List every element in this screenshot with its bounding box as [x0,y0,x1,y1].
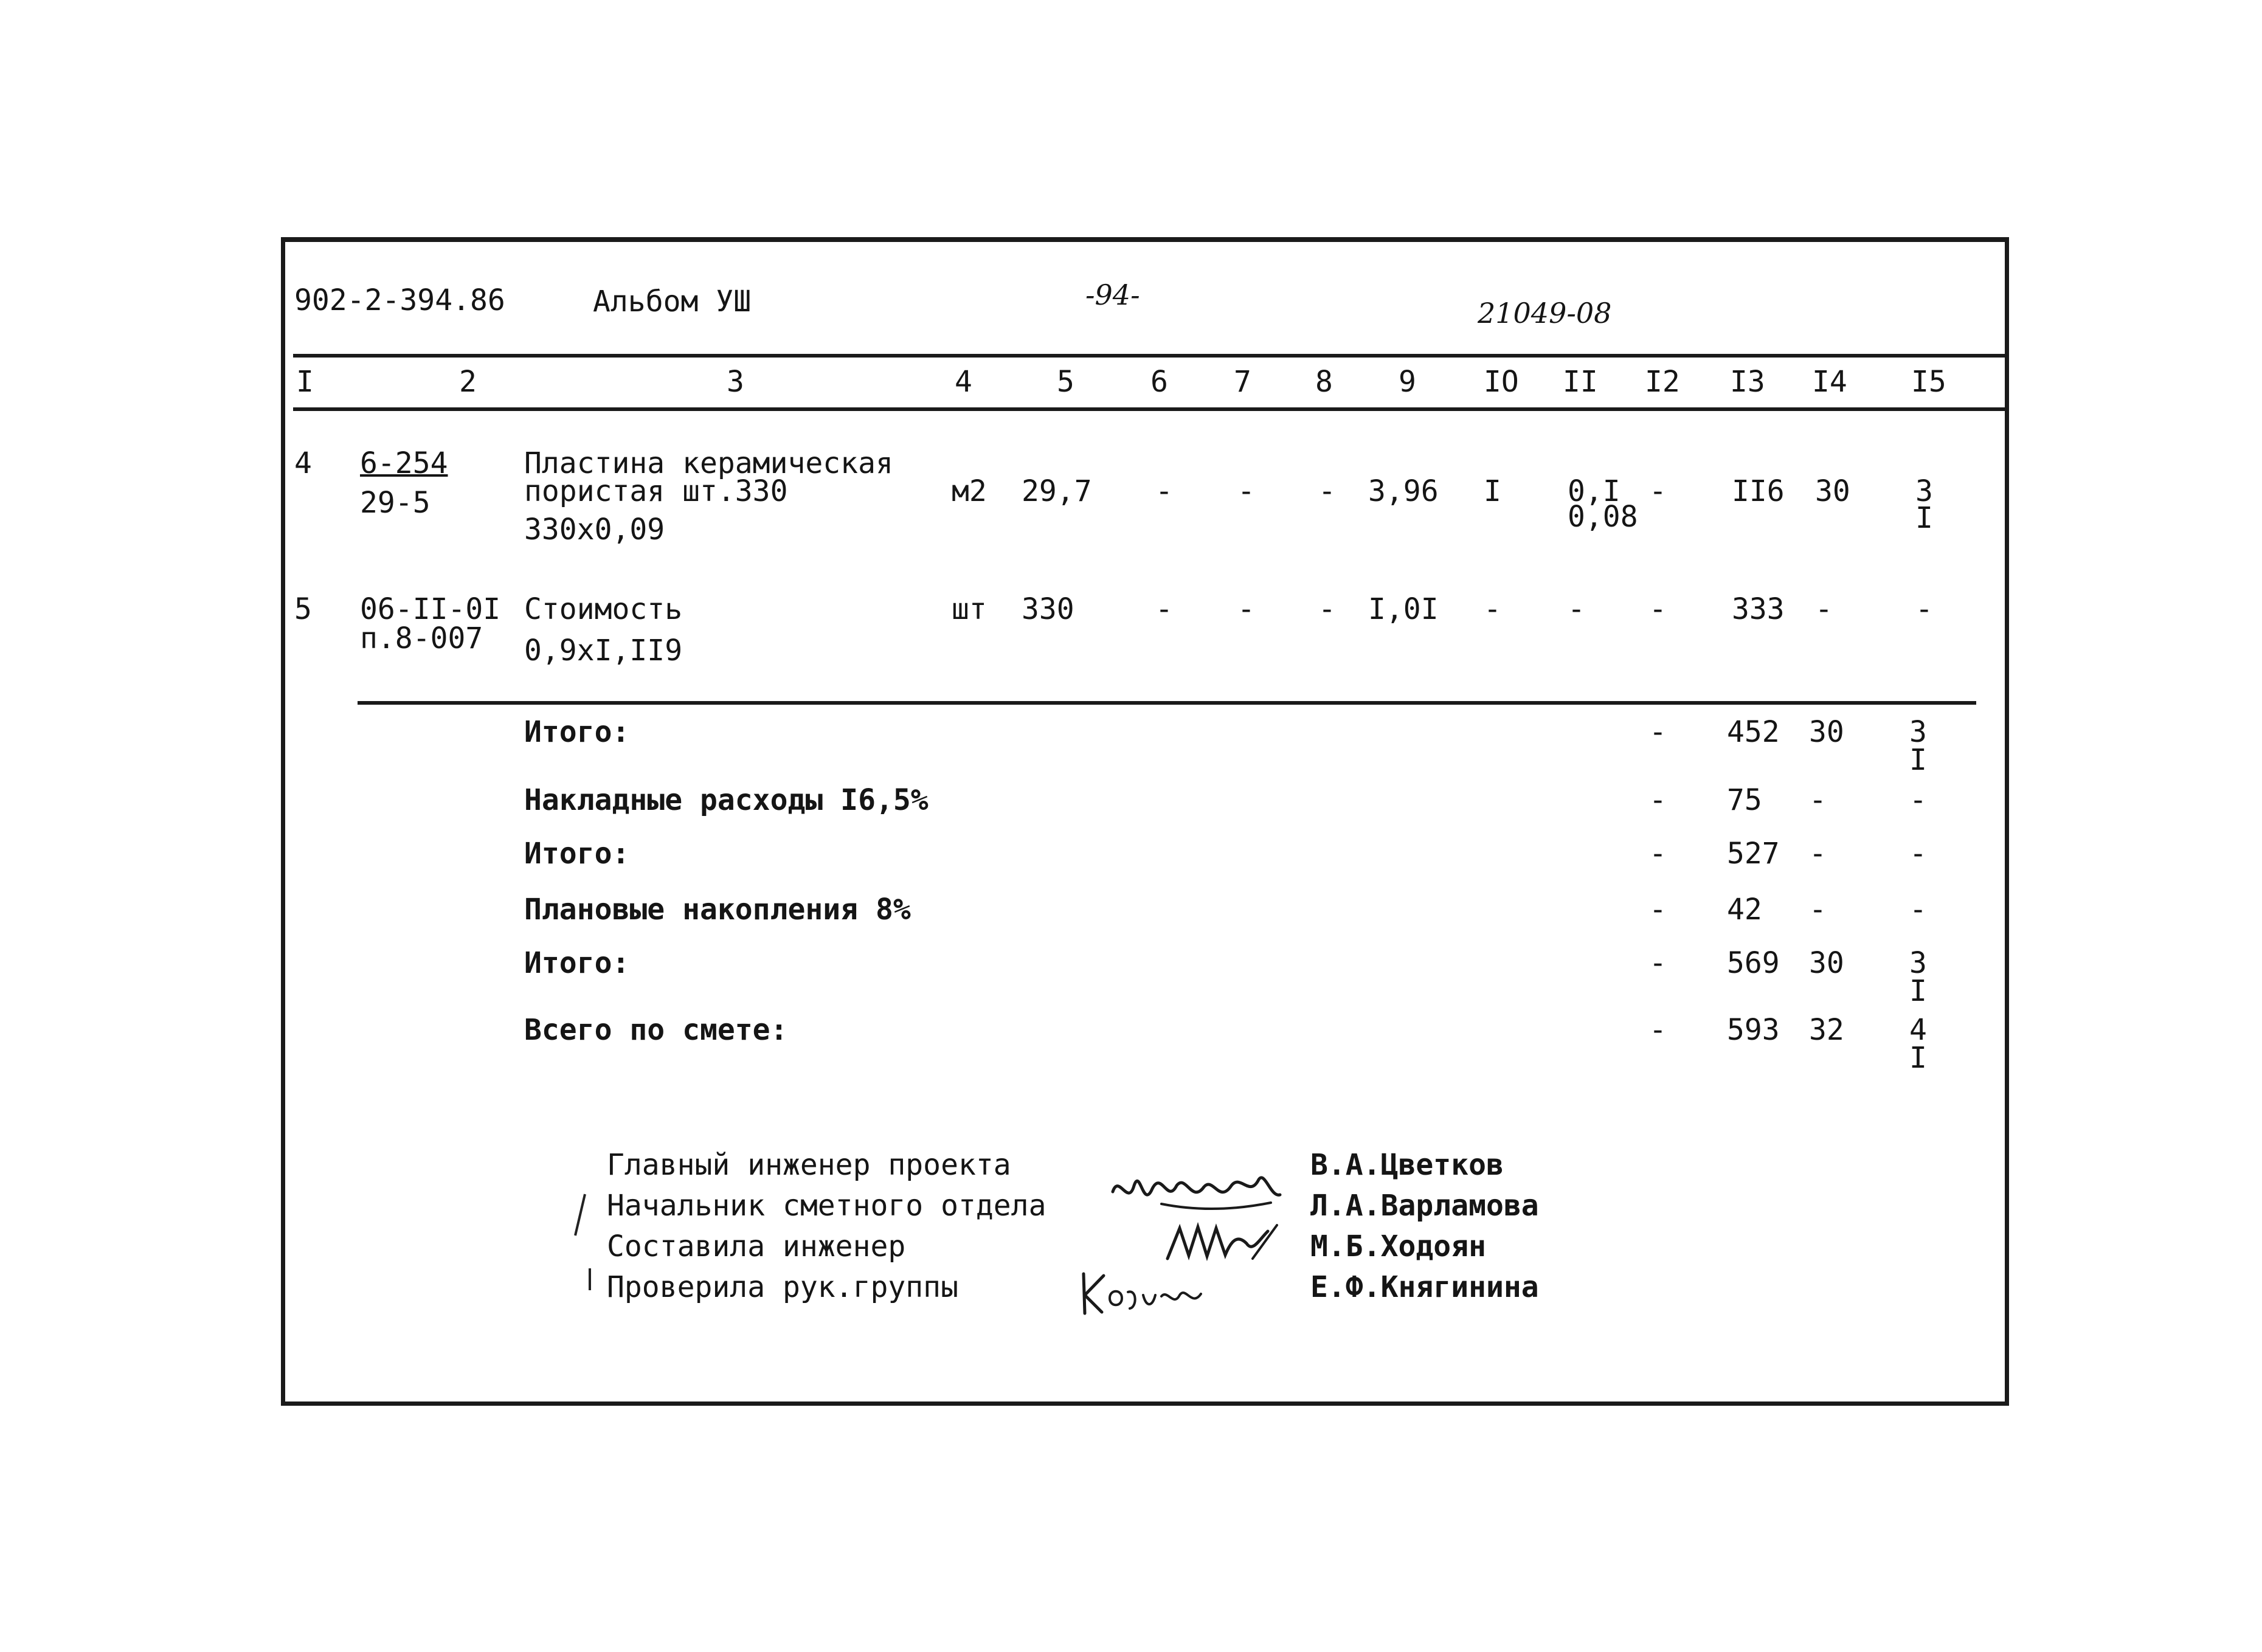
col-header-9: 9 [1399,365,1416,399]
total-label: Накладные расходы I6,5% [524,783,929,817]
total-col12: - [1649,715,1667,749]
total-col15-bottom: I [1909,1041,1927,1075]
signature-handwritten-2 [1161,1216,1283,1271]
total-col15: - [1909,893,1927,927]
signature-name: Л.А.Варламова [1310,1189,1539,1223]
row-name-line1: Пластина керамическая [524,446,893,480]
total-col15: - [1909,783,1927,817]
total-col14: 30 [1809,715,1844,749]
total-col14: - [1809,893,1827,927]
total-col13: 452 [1727,715,1780,749]
row-col14: 30 [1815,474,1850,508]
page-number: -94- [1085,278,1140,311]
total-col14: 32 [1809,1013,1844,1047]
col-header-11: II [1563,365,1598,399]
row-quantity: 330 [1022,592,1074,626]
total-col15-top: 3 [1909,946,1927,980]
row-col15-bottom: I [1915,501,1933,535]
col-header-4: 4 [955,365,972,399]
total-label: Итого: [524,946,630,980]
row-col9: 3,96 [1368,474,1439,508]
row-col13: 333 [1732,592,1785,626]
total-col12: - [1649,946,1667,980]
row-name-line2: 0,9хI,II9 [524,634,683,668]
signature-role: Начальник сметного отдела [607,1189,1046,1223]
row-name-line1: Стоимость [524,592,683,626]
row-code-sub: п.8-007 [360,621,483,655]
total-col15-bottom: I [1909,743,1927,777]
signature-name: Е.Ф.Княгинина [1310,1270,1539,1304]
total-col12: - [1649,1013,1667,1047]
row-col8: - [1318,474,1336,508]
total-col14: 30 [1809,946,1844,980]
col-header-7: 7 [1234,365,1251,399]
row-number: 5 [294,592,312,626]
total-col12: - [1649,783,1667,817]
signature-role: Главный инженер проекта [607,1148,1011,1182]
totals-rule [358,701,1976,705]
total-col12: - [1649,837,1667,871]
col-header-10: IO [1484,365,1519,399]
row-name-line3: 330х0,09 [524,513,665,547]
col-header-3: 3 [727,365,744,399]
margin-slash-mark [572,1192,590,1240]
col-header-13: I3 [1730,365,1765,399]
row-col7: - [1237,592,1255,626]
row-col13: II6 [1732,474,1785,508]
document-frame [281,237,2009,1406]
margin-tick-mark [585,1266,595,1296]
row-col10: I [1484,474,1501,508]
col-header-6: 6 [1150,365,1168,399]
col-header-15: I5 [1911,365,1946,399]
col-header-8: 8 [1315,365,1333,399]
row-col11: - [1568,592,1585,626]
registry-number: 21049-08 [1478,297,1612,330]
row-unit: м2 [952,474,987,508]
row-col15: - [1915,592,1933,626]
album-label: Альбом УШ [593,285,752,319]
total-label: Итого: [524,715,630,749]
col-header-1: I [296,365,314,399]
row-col12: - [1649,592,1667,626]
total-col14: - [1809,783,1827,817]
total-col15-bottom: I [1909,974,1927,1008]
total-col13: 75 [1727,783,1762,817]
row-col8: - [1318,592,1336,626]
total-col14: - [1809,837,1827,871]
col-header-5: 5 [1057,365,1074,399]
row-col14: - [1815,592,1833,626]
row-col15-top: 3 [1915,474,1933,508]
row-col6: - [1155,474,1173,508]
row-col6: - [1155,592,1173,626]
row-code-sub: 29-5 [360,486,431,520]
row-col7: - [1237,474,1255,508]
signature-role: Составила инженер [607,1229,906,1263]
signature-name: В.А.Цветков [1310,1148,1504,1182]
row-col9: I,0I [1368,592,1439,626]
signature-handwritten-3 [1076,1265,1216,1319]
total-col13: 42 [1727,893,1762,927]
row-col11-bottom: 0,08 [1568,500,1638,534]
total-label: Плановые накопления 8% [524,893,911,927]
col-header-12: I2 [1645,365,1680,399]
total-col13: 569 [1727,946,1780,980]
row-col12: - [1649,474,1667,508]
signature-role: Проверила рук.группы [607,1270,958,1304]
total-col13: 593 [1727,1013,1780,1047]
total-label: Итого: [524,837,630,871]
doc-number: 902-2-394.86 [294,283,505,317]
total-col15: - [1909,837,1927,871]
row-unit: шт [952,592,987,626]
row-col11-top: 0,I [1568,474,1620,508]
row-name-line2: пористая шт.330 [524,474,788,508]
total-col15-top: 3 [1909,715,1927,749]
header-rule-top [293,354,2009,358]
total-col15-top: 4 [1909,1013,1927,1047]
row-number: 4 [294,446,312,480]
total-col12: - [1649,893,1667,927]
col-header-14: I4 [1812,365,1847,399]
total-col13: 527 [1727,837,1780,871]
row-code-main: 6-254 [360,446,448,480]
row-code-main: 06-II-0I [360,592,501,626]
total-label: Всего по смете: [524,1013,788,1047]
signature-name: М.Б.Ходоян [1310,1229,1486,1263]
row-col10: - [1484,592,1501,626]
col-header-2: 2 [459,365,477,399]
row-quantity: 29,7 [1022,474,1092,508]
header-rule-bottom [293,407,2009,411]
